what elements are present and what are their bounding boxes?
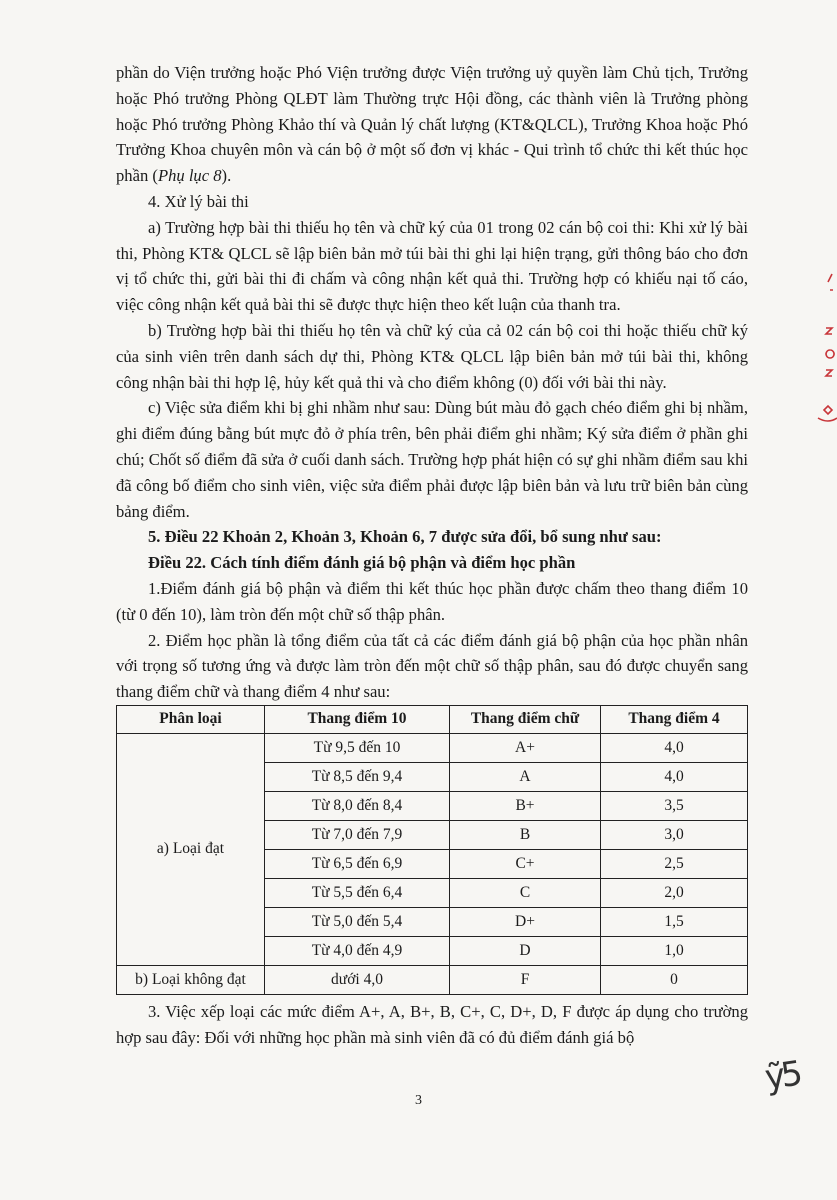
scale-10-cell: Từ 8,5 đến 9,4 — [265, 762, 450, 791]
appendix-ref: Phụ lục 8 — [157, 166, 222, 186]
scale-10-cell: Từ 4,0 đến 4,9 — [265, 936, 450, 965]
header-scale-4: Thang điểm 4 — [601, 705, 748, 733]
scale-10-cell: Từ 9,5 đến 10 — [265, 733, 450, 762]
letter-cell: C+ — [450, 849, 601, 878]
section-4b: b) Trường hợp bài thi thiếu họ tên và chữ ký của cả 02 cán bộ coi thi hoặc thiếu chữ ký của sinh viên trên danh sách dự thi, Phòng KT& QLCL lập biên bản mở túi bài thi, không công nhận bài thi hợp lệ, hủy kết quả thi và cho điểm không (0) đối với bài thi này. — [116, 320, 748, 392]
red-stamp-edge-icon — [808, 270, 837, 430]
scale-10-cell: Từ 7,0 đến 7,9 — [265, 820, 450, 849]
letter-cell: C — [450, 878, 601, 907]
table-row — [117, 733, 748, 762]
section-4c: c) Việc sửa điểm khi bị ghi nhầm như sau: Dùng bút màu đỏ gạch chéo điểm ghi bị nhầm, ghi điểm đúng bằng bút mực đỏ ở phía trên, bên phải điểm ghi nhầm; Ký sửa điểm ở phần ghi chú; Chốt số điểm đã sửa ở cuối danh sách. Trường hợp phát hiện có sự ghi nhầm điểm sau khi đã công bố điểm cho sinh viên, việc sửa điểm phải được lập biên bản và lưu trữ biên bản cùng bảng điểm. — [116, 398, 748, 521]
article-22-clause-1: 1.Điểm đánh giá bộ phận và điểm thi kết thúc học phần được chấm theo thang điểm 10 (từ 0 đến 10), làm tròn đến một chữ số thập phân. — [116, 578, 748, 624]
letter-cell: F — [450, 965, 601, 994]
scale-4-cell: 1,5 — [601, 907, 748, 936]
header-classification: Phân loại — [117, 705, 265, 733]
letter-cell: D+ — [450, 907, 601, 936]
group-pass: a) Loại đạt — [117, 733, 265, 965]
letter-cell: A — [450, 762, 601, 791]
scale-10-cell: Từ 5,5 đến 6,4 — [265, 878, 450, 907]
article-22-title: Điều 22. Cách tính điểm đánh giá bộ phận và điểm học phần — [148, 553, 576, 573]
letter-cell: D — [450, 936, 601, 965]
group-fail: b) Loại không đạt — [117, 965, 265, 994]
article-22-clause-3: 3. Việc xếp loại các mức điểm A+, A, B+, B, C+, C, D+, D, F được áp dụng cho trường hợp sau đây: Đối với những học phần mà sinh viên đã có đủ điểm đánh giá bộ — [116, 1001, 748, 1047]
scale-10-cell: Từ 5,0 đến 5,4 — [265, 907, 450, 936]
letter-cell: B+ — [450, 791, 601, 820]
scale-4-cell: 0 — [601, 965, 748, 994]
intro-paragraph: phần do Viện trưởng hoặc Phó Viện trưởng được Viện trưởng uỷ quyền làm Chủ tịch, Trưởng hoặc Phó trưởng Phòng QLĐT làm Thường trực Hội đồng, các thành viên là Trưởng phòng hoặc Phó trưởng Phòng Khảo thí và Quản lý chất lượng (KT&QLCL), Trưởng Khoa hoặc Phó Trưởng Khoa chuyên môn và cán bộ ở một số đơn vị khác - Qui trình tổ chức thi kết thúc học phần (Phụ lục 8). — [116, 63, 748, 186]
scale-4-cell: 4,0 — [601, 762, 748, 791]
scale-10-cell: Từ 6,5 đến 6,9 — [265, 849, 450, 878]
scale-4-cell: 2,5 — [601, 849, 748, 878]
section-5-title: 5. Điều 22 Khoản 2, Khoản 3, Khoản 6, 7 được sửa đổi, bổ sung như sau: — [148, 527, 662, 547]
grade-conversion-table — [116, 705, 748, 995]
table-header-row — [117, 705, 748, 733]
scale-10-cell: Từ 8,0 đến 8,4 — [265, 791, 450, 820]
page-number: 3 — [415, 1093, 422, 1108]
article-22-clause-2: 2. Điểm học phần là tổng điểm của tất cả các điểm đánh giá bộ phận của học phần nhân với trọng số tương ứng và được làm tròn đến một chữ số thập phân, sau đó được chuyển sang thang điểm chữ và thang điểm 4 như sau: — [116, 630, 748, 702]
scale-4-cell: 3,0 — [601, 820, 748, 849]
scale-10-cell: dưới 4,0 — [265, 965, 450, 994]
initials-signature: ỹ5 — [762, 1053, 802, 1099]
section-4-title: 4. Xử lý bài thi — [148, 191, 249, 211]
header-letter-grade: Thang điểm chữ — [450, 705, 601, 733]
document-body — [116, 60, 748, 1051]
letter-cell: B — [450, 820, 601, 849]
header-scale-10: Thang điểm 10 — [265, 705, 450, 733]
scale-4-cell: 3,5 — [601, 791, 748, 820]
scale-4-cell: 4,0 — [601, 733, 748, 762]
letter-cell: A+ — [450, 733, 601, 762]
scale-4-cell: 2,0 — [601, 878, 748, 907]
scale-4-cell: 1,0 — [601, 936, 748, 965]
section-4a: a) Trường hợp bài thi thiếu họ tên và chữ ký của 01 trong 02 cán bộ coi thi: Khi xử lý bài thi, Phòng KT& QLCL sẽ lập biên bản mở túi bài thi ghi lại hiện trạng, gửi thông báo cho đơn vị tổ chức thi, gửi bài thi đi chấm và công nhận kết quả thi. Trường hợp có khiếu nại tố cáo, việc công nhận kết quả bài thi sẽ được thực hiện theo kết luận của thanh tra. — [116, 217, 748, 315]
table-row-fail — [117, 965, 748, 994]
